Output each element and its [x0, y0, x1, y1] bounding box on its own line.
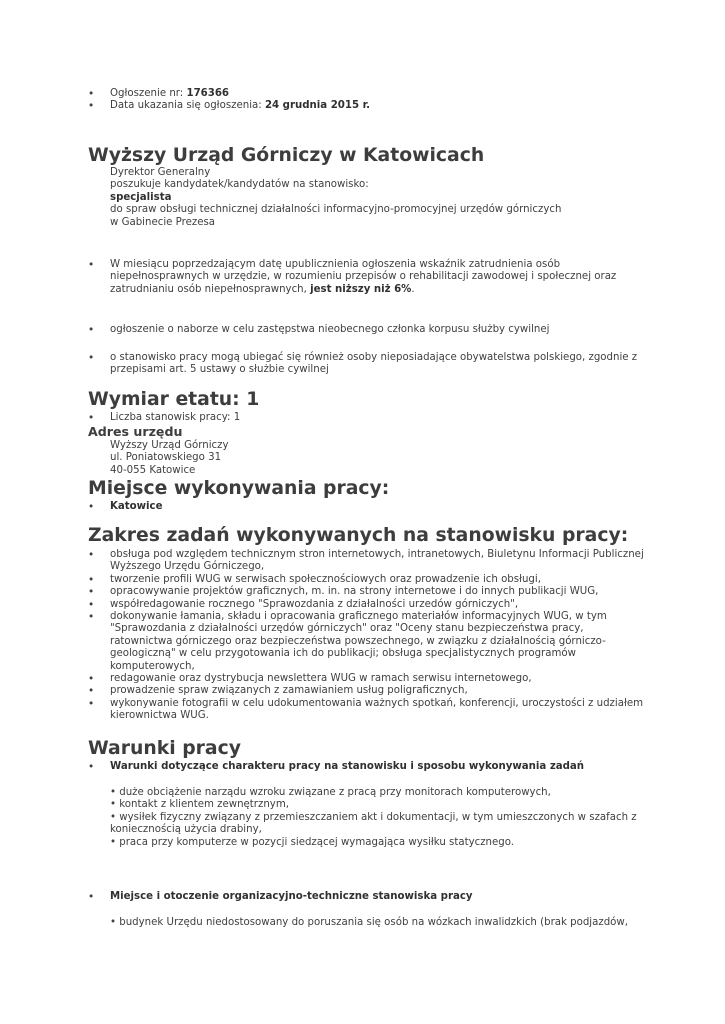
address-line-2: ul. Poniatowskiego 31	[110, 452, 222, 464]
condition-item: • wysiłek fizyczny związany z przemieszczaniem akt i dokumentacji, w tym umieszczonych w szafach z koniecznością użycia drabiny,	[110, 811, 637, 836]
positions-count: • Liczba stanowisk pracy: 1	[88, 412, 648, 424]
employment-list	[88, 412, 648, 424]
notice-number: • Ogłoszenie nr: 176366	[88, 88, 648, 100]
notice-number-value: 176366	[186, 88, 230, 99]
duty-item: • obsługa pod względem technicznym stron internetowych, intranetowych, Biuletynu Informacji Publicznej Wyższego Urzędu Górniczego,	[88, 549, 648, 574]
conditions-section-2	[88, 891, 648, 903]
duty-item: • redagowanie oraz dystrybucja newslettera WUG w ramach serwisu internetowego,	[88, 673, 648, 685]
office-title: Wyższy Urząd Górniczy w Katowicach	[88, 145, 485, 166]
duty-item: • dokonywanie łamania, składu i opracowania graficznego materiałów informacyjnych WUG, w tym "Sprawozdania z działalności urzędów górniczych" oraz "Oceny stanu bezpieczeństwa pracy, ratownictwa górniczego oraz bezpieczeństwa powszechnego, w związku z działalnością górniczo-geologiczną" w celu przygotowania ich do publikacji; obsługa specjalistycznych programów komputerowych,	[88, 611, 648, 673]
duty-item: • prowadzenie spraw związanych z zamawianiem usług poligraficznych,	[88, 685, 648, 697]
position-description: do spraw obsługi technicznej działalności informacyjno-promocyjnej urzędów górniczych	[110, 204, 562, 216]
office-director: Dyrektor Generalny	[110, 167, 211, 178]
position-unit: w Gabinecie Prezesa	[110, 216, 216, 228]
address-line-1: Wyższy Urząd Górniczy	[110, 440, 229, 451]
duty-item: • tworzenie profili WUG w serwisach społecznościowych oraz prowadzenie ich obsługi,	[88, 574, 648, 586]
conditions-title: Warunki pracy	[88, 738, 241, 759]
citizenship-notice: • o stanowisko pracy mogą ubiegać się również osoby nieposiadające obywatelstwa polskiego, zgodnie z przepisami art. 5 ustawy o służbie cywilnej	[88, 352, 648, 377]
office-seeking: poszukuje kandydatek/kandydatów na stanowisko:	[110, 179, 369, 191]
address-block	[110, 440, 510, 477]
conditions-section-2-item: • budynek Urzędu niedostosowany do poruszania się osób na wózkach inwalidzkich (brak podjazdów,	[110, 917, 628, 928]
workplace-list	[88, 501, 648, 513]
address-title: Adres urzędu	[88, 424, 183, 439]
publish-date: • Data ukazania się ogłoszenia: 24 grudnia 2015 r.	[88, 100, 648, 112]
duty-item: • współredagowanie rocznego "Sprawozdania z działalności urzedów górniczych",	[88, 599, 648, 611]
header-list	[88, 88, 648, 113]
publish-date-value: 24 grudnia 2015 r.	[264, 100, 371, 112]
disability-notice: • W miesiącu poprzedzającym datę upublicznienia ogłoszenia wskaźnik zatrudnienia osób niepełnosprawnych w urzędzie, w rozumieniu przepisów o rehabilitacji zawodowej i społecznej oraz zatrudnianiu osób niepełnosprawnych, jest niższy niż 6%.	[88, 259, 648, 296]
conditions-section-1-title: • Warunki dotyczące charakteru pracy na stanowisku i sposobu wykonywania zadań	[88, 761, 648, 773]
conditions-section-1-items	[110, 787, 645, 849]
duty-item: • opracowywanie projektów graficznych, m. in. na strony internetowe i do innych publikacji WUG,	[88, 586, 648, 598]
condition-item: • praca przy komputerze w pozycji siedzącej wymagająca wysiłku statycznego.	[110, 836, 515, 848]
address-line-3: 40-055 Katowice	[110, 464, 196, 476]
duty-item: • wykonywanie fotografii w celu udokumentowania ważnych spotkań, konferencji, uroczystości z udziałem kierownictwa WUG.	[88, 698, 648, 723]
citizenship-list	[88, 352, 648, 377]
employment-title: Wymiar etatu: 1	[88, 389, 260, 410]
conditions-section-2-title: • Miejsce i otoczenie organizacyjno-techniczne stanowiska pracy	[88, 891, 648, 903]
duties-list	[88, 549, 648, 723]
replacement-list	[88, 324, 648, 336]
replacement-notice: • ogłoszenie o naborze w celu zastępstwa nieobecnego członka korpusu służby cywilnej	[88, 324, 648, 336]
condition-item: • kontakt z klientem zewnętrznym,	[110, 799, 289, 811]
workplace-city: • Katowice	[88, 501, 648, 513]
condition-item: • duże obciążenie narządu wzroku związane z pracą przy monitorach komputerowych,	[110, 787, 551, 798]
office-details	[110, 167, 650, 229]
position-name: specjalista	[110, 191, 172, 203]
workplace-title: Miejsce wykonywania pracy:	[88, 478, 390, 499]
duties-title: Zakres zadań wykonywanych na stanowisku pracy:	[88, 525, 629, 546]
conditions-section-1	[88, 761, 648, 773]
disability-list	[88, 259, 648, 296]
